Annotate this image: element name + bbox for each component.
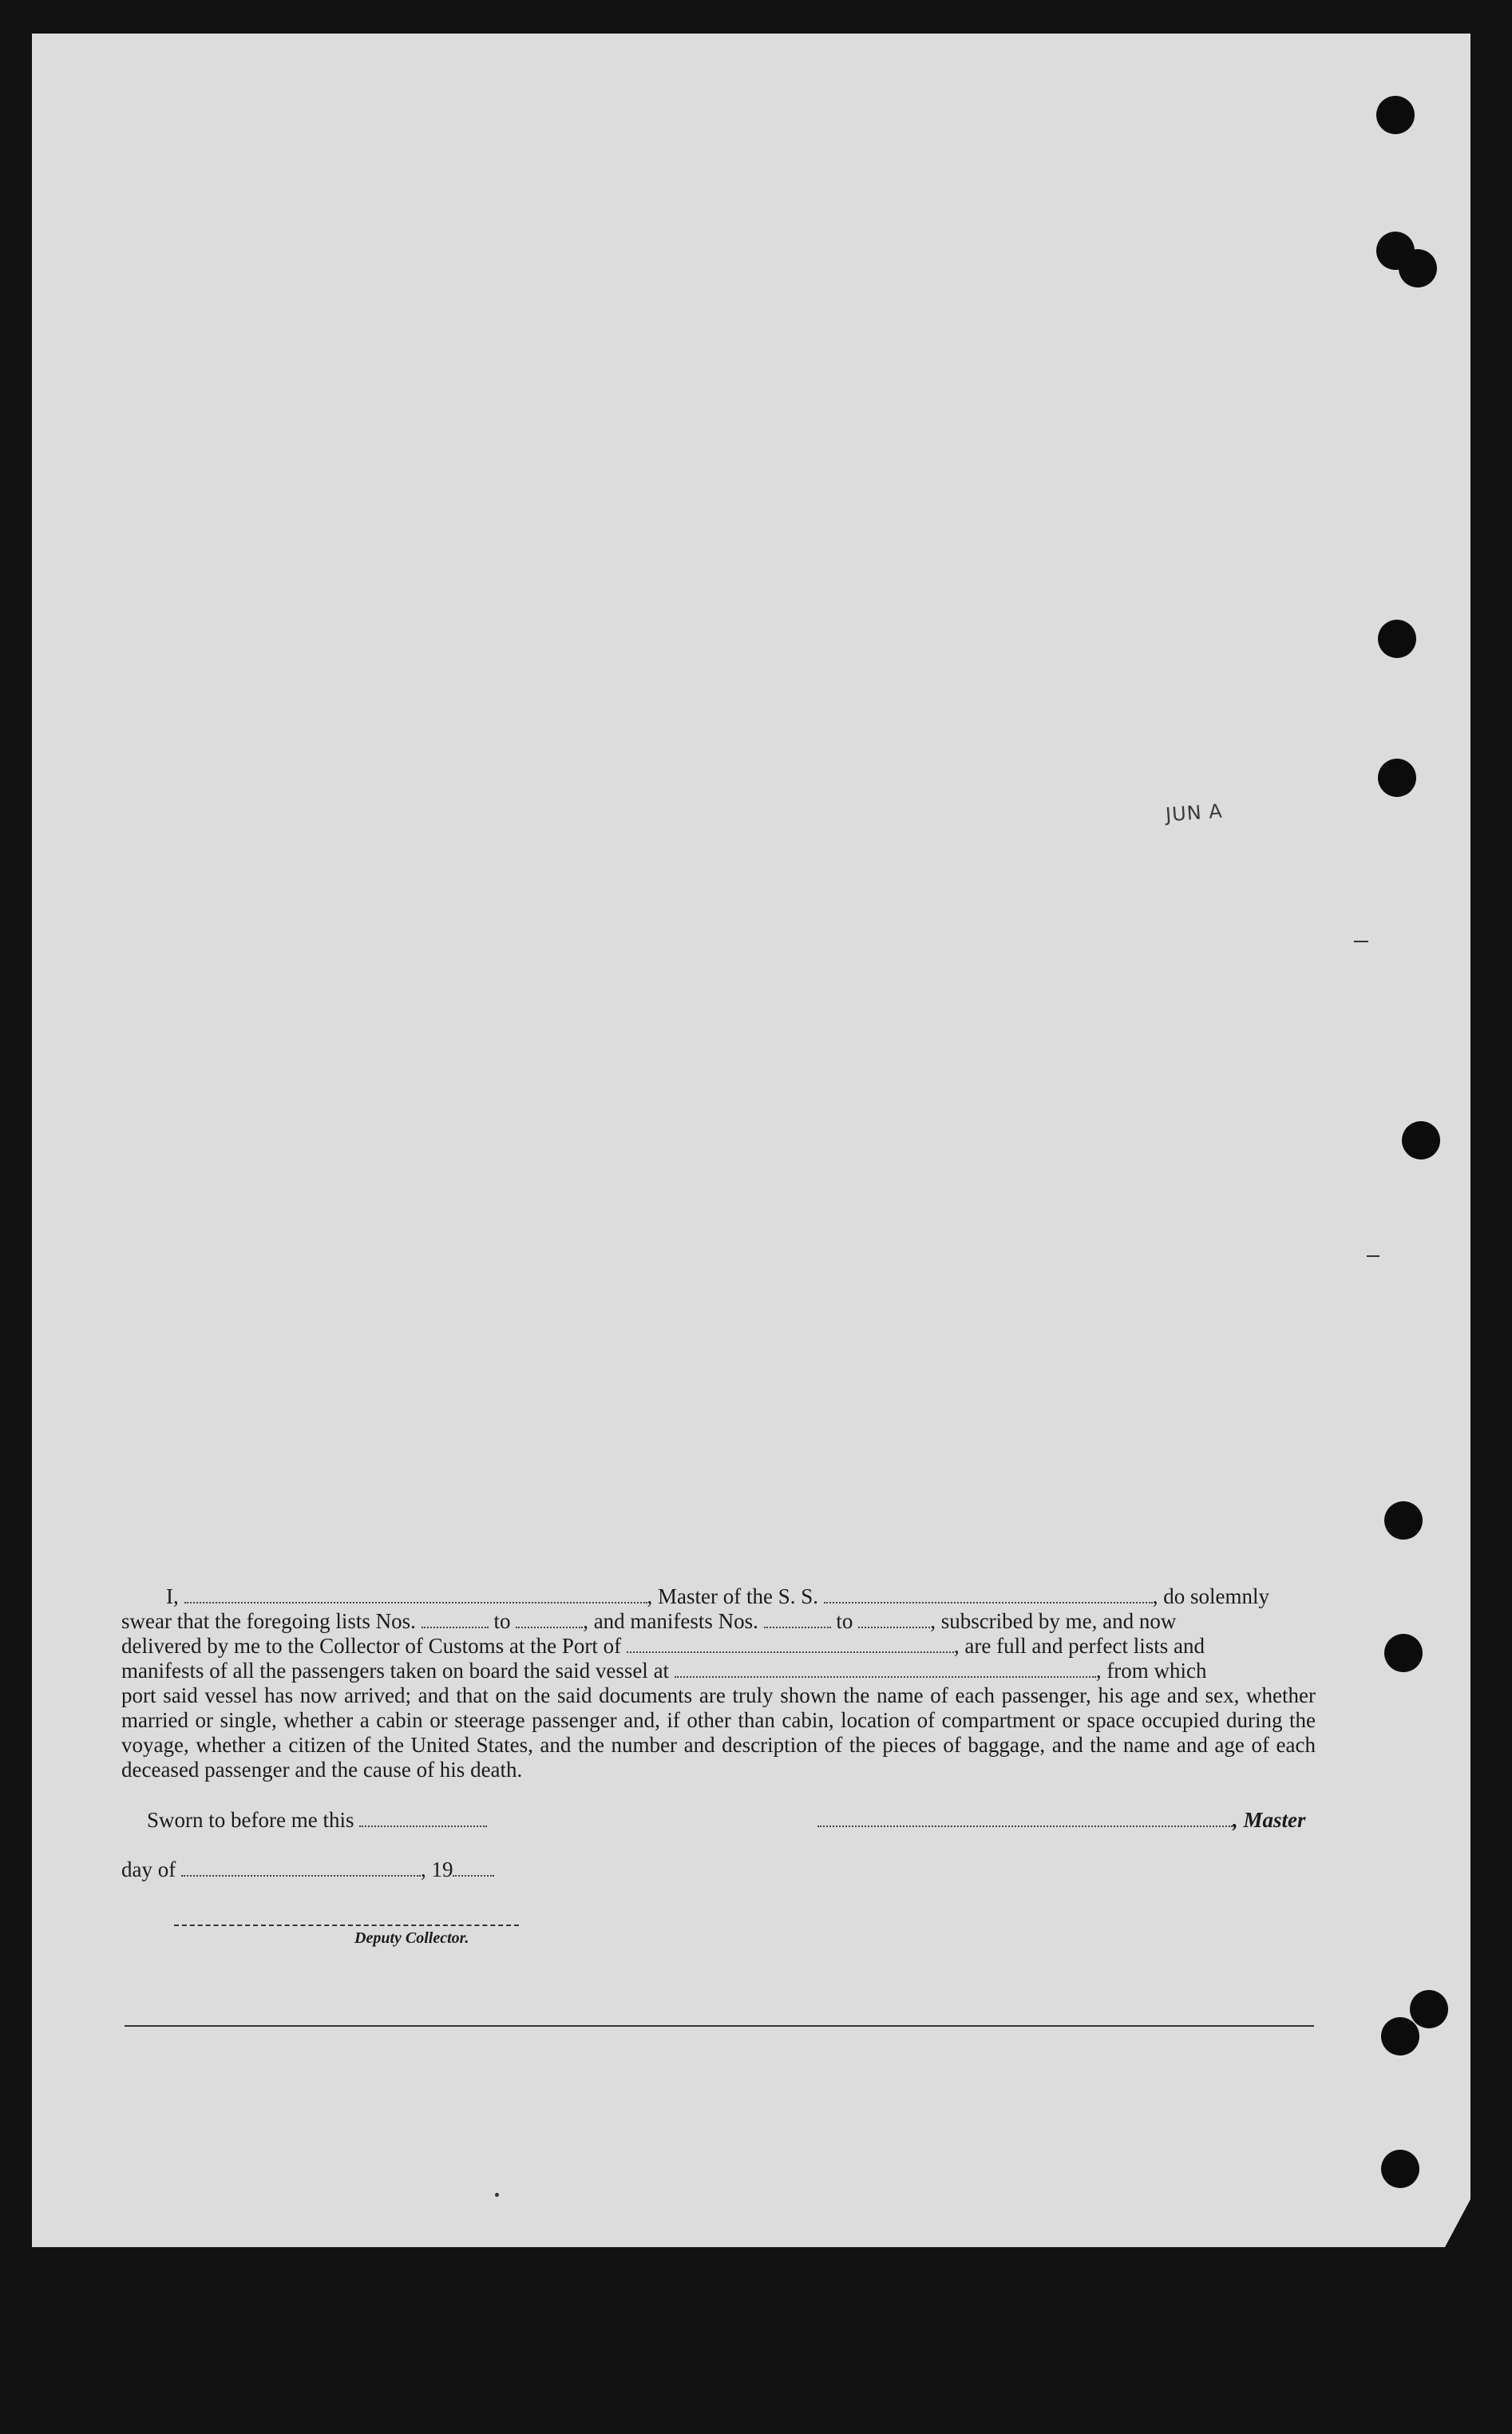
lists-to-field[interactable] — [516, 1609, 583, 1628]
oath-text: , from which — [1095, 1659, 1207, 1683]
year-field[interactable] — [453, 1857, 494, 1877]
sworn-day-field[interactable] — [359, 1808, 487, 1827]
oath-text: delivered by me to the Collector of Customs at the Port of — [121, 1634, 622, 1658]
port-field[interactable] — [627, 1634, 954, 1653]
binder-hole — [1384, 1501, 1423, 1540]
embarkation-port-field[interactable] — [675, 1659, 1096, 1678]
bottom-rule — [125, 2025, 1314, 2027]
oath-text: port said vessel has now arrived; and that on the said documents are truly shown the name of each passenger, his age and sex, whether married or single, whether a cabin or steerage passenger and, if other than cabin, location of compartment or space occupied during the voyage, whether a citizen of the United States, and the number and description of the pieces of baggage, and the name and age of each deceased passenger and the cause of his death. — [121, 1683, 1316, 1782]
master-label: , Master — [1233, 1808, 1306, 1832]
binder-hole — [1378, 759, 1416, 797]
binder-hole — [1402, 1121, 1440, 1160]
manifests-to-field[interactable] — [858, 1609, 930, 1628]
form-page — [32, 34, 1470, 2247]
sworn-line — [147, 1808, 487, 1833]
oath-text: swear that the foregoing lists Nos. — [121, 1609, 416, 1633]
binder-hole — [1378, 620, 1416, 658]
speck — [495, 2193, 499, 2197]
manifests-from-field[interactable] — [764, 1609, 831, 1628]
binder-hole — [1399, 249, 1437, 287]
master-signature-field[interactable] — [817, 1808, 1233, 1827]
year-label: , 19 — [420, 1857, 453, 1881]
day-of-label: day of — [121, 1857, 176, 1881]
binder-hole — [1381, 2017, 1419, 2055]
oath-text: to — [836, 1609, 853, 1633]
master-name-field[interactable] — [184, 1584, 647, 1604]
binder-hole — [1410, 1990, 1448, 2028]
binder-hole — [1381, 2150, 1419, 2188]
binder-hole — [1376, 96, 1415, 134]
oath-paragraph — [121, 1584, 1316, 1782]
deputy-signature-line[interactable] — [174, 1925, 519, 1926]
month-field[interactable] — [181, 1857, 421, 1877]
oath-text: , do solemnly — [1152, 1584, 1269, 1608]
handwritten-mark: JUN A — [1165, 799, 1224, 827]
speck — [1354, 941, 1368, 942]
binder-hole — [1384, 1634, 1423, 1672]
date-line — [121, 1857, 494, 1882]
oath-text: I, — [166, 1584, 179, 1608]
master-signature-line — [817, 1808, 1306, 1833]
oath-text: , subscribed by me, and now — [930, 1609, 1177, 1633]
oath-text: to — [493, 1609, 511, 1633]
ship-name-field[interactable] — [824, 1584, 1153, 1604]
lists-from-field[interactable] — [422, 1609, 489, 1628]
oath-text: , are full and perfect lists and — [953, 1634, 1205, 1658]
oath-text: manifests of all the passengers taken on board the said vessel at — [121, 1659, 670, 1683]
deputy-collector-label: Deputy Collector. — [354, 1929, 469, 1947]
oath-text: , Master of the S. S. — [647, 1584, 818, 1608]
speck — [1367, 1255, 1379, 1257]
oath-text: , and manifests Nos. — [583, 1609, 758, 1633]
sworn-label: Sworn to before me this — [147, 1808, 354, 1832]
